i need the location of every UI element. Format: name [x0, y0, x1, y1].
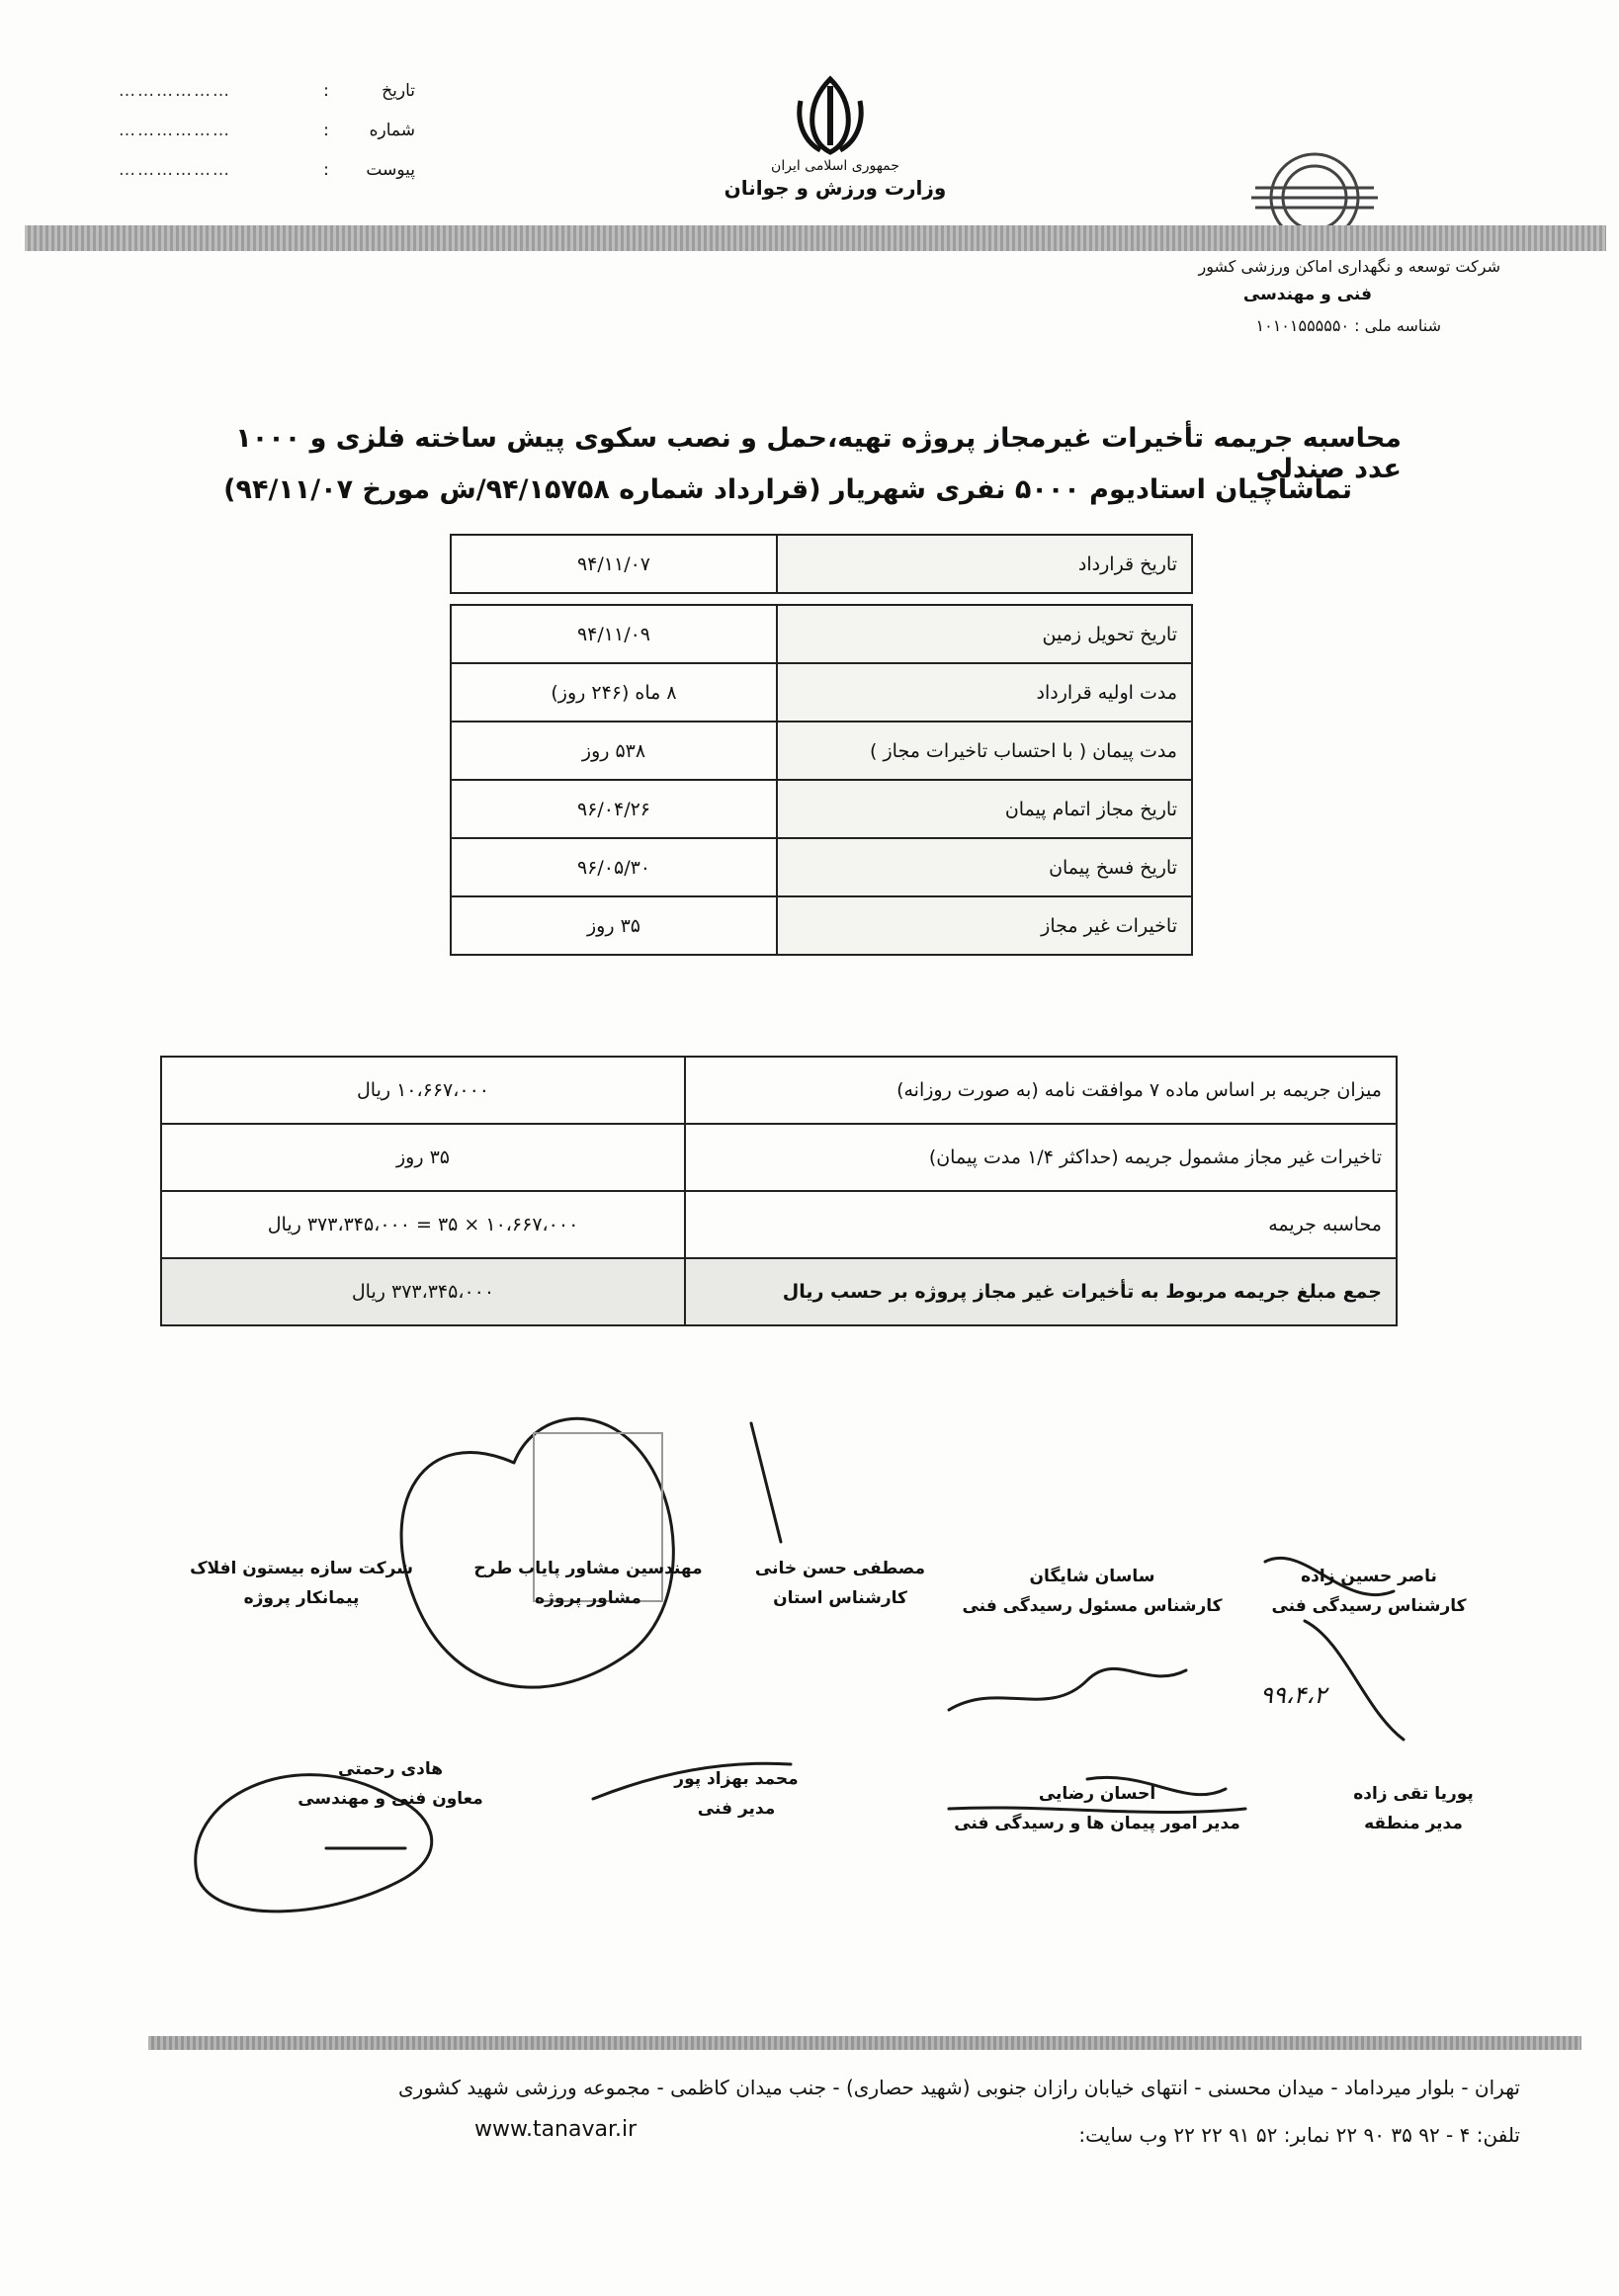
table-row	[161, 1191, 1397, 1258]
signer-role: کارشناس مسئول رسیدگی فنی	[962, 1596, 1223, 1616]
date-label: تاریخ	[382, 81, 415, 101]
table-row	[161, 1057, 1397, 1124]
department-name: فنی و مهندسی	[1242, 285, 1372, 304]
table-row	[451, 605, 1192, 663]
contract-info-table	[450, 534, 1193, 956]
row-value: ۸ ماه (۲۴۶ روز)	[451, 663, 777, 722]
company-name: شرکت توسعه و نگهداری اماکن ورزشی کشور	[1198, 257, 1500, 276]
table-row	[161, 1124, 1397, 1191]
row-label: تاخیرات غیر مجاز مشمول جریمه (حداکثر ۱/۴ مدت پیمان)	[685, 1124, 1397, 1191]
row-label: میزان جریمه بر اساس ماده ۷ موافقت نامه (به صورت روزانه)	[685, 1057, 1397, 1124]
row-value: ۹۴/۱۱/۰۹	[451, 605, 777, 663]
row-label: مدت اولیه قرارداد	[777, 663, 1192, 722]
signer-3	[736, 1554, 944, 1613]
signer-role: مدیر امور پیمان ها و رسیدگی فنی	[954, 1814, 1240, 1833]
row-value: ۹۴/۱۱/۰۷	[451, 535, 777, 593]
table-row	[451, 780, 1192, 838]
signer-name: پوریا تقی زاده	[1353, 1784, 1474, 1804]
signer-role: مشاور پروژه	[535, 1588, 641, 1608]
row-label: جمع مبلغ جریمه مربوط به تأخیرات غیر مجاز پروژه بر حسب ریال	[685, 1258, 1397, 1325]
row-value: ۱۰،۶۶۷،۰۰۰ ریال	[161, 1057, 685, 1124]
penalty-table	[160, 1056, 1398, 1326]
row-value: ۹۶/۰۴/۲۶	[451, 780, 777, 838]
footer-phone: تلفن: ۴ - ۹۲ ۳۵ ۹۰ ۲۲ نمابر: ۵۲ ۹۱ ۲۲ ۲۲ وب سایت:	[1078, 2123, 1520, 2147]
signer-name: محمد بهزاد پور	[674, 1769, 799, 1789]
signer-4	[455, 1554, 722, 1613]
signer-name: شرکت سازه بیستون افلاک	[190, 1559, 413, 1578]
row-label: تاریخ فسخ پیمان	[777, 838, 1192, 896]
row-value: ۳۵ روز	[451, 896, 777, 955]
signer-2	[949, 1562, 1236, 1621]
row-value: ۳۷۳،۳۴۵،۰۰۰ ریال	[161, 1258, 685, 1325]
row-value: ۱۰،۶۶۷،۰۰۰ × ۳۵ = ۳۷۳،۳۴۵،۰۰۰ ریال	[161, 1191, 685, 1258]
signer-7	[939, 1779, 1255, 1838]
signer-role: مدیر منطقه	[1364, 1814, 1463, 1833]
number-field: شماره : ………………	[119, 121, 415, 140]
signer-5	[168, 1554, 435, 1613]
table-row	[451, 838, 1192, 896]
gov-name: جمهوری اسلامی ایران	[771, 158, 899, 174]
handwritten-date: ۹۹،۴،۲	[1260, 1681, 1327, 1709]
table-row	[451, 535, 1192, 593]
row-value: ۳۵ روز	[161, 1124, 685, 1191]
signer-name: ساسان شایگان	[1029, 1567, 1155, 1586]
number-dots: ………………	[119, 121, 231, 140]
national-id: شناسه ملی : ۱۰۱۰۱۵۵۵۵۵۰	[1255, 316, 1441, 335]
signer-role: پیمانکار پروژه	[243, 1588, 360, 1608]
signer-1	[1240, 1562, 1497, 1621]
attachment-field: پیوست : ………………	[119, 160, 415, 180]
date-dots: ………………	[119, 81, 231, 101]
ministry-name: وزارت ورزش و جوانان	[724, 176, 947, 200]
date-field: تاریخ : ………………	[119, 81, 415, 101]
signature-scribbles	[0, 1384, 1619, 1937]
signer-name: ناصر حسین زاده	[1301, 1567, 1437, 1586]
row-value: ۹۶/۰۵/۳۰	[451, 838, 777, 896]
signer-name: هادی رحمتی	[338, 1759, 443, 1779]
signer-role: مدیر فنی	[697, 1799, 776, 1819]
signer-9	[277, 1754, 504, 1814]
row-label: تاریخ تحویل زمین	[777, 605, 1192, 663]
iran-emblem-icon	[791, 71, 870, 160]
signer-name: احسان رضایی	[1038, 1784, 1156, 1804]
signer-role: کارشناس استان	[773, 1588, 907, 1608]
table-row	[451, 663, 1192, 722]
footer-website[interactable]: www.tanavar.ir	[474, 2117, 638, 2142]
footer-divider	[148, 2036, 1581, 2050]
attachment-dots: ………………	[119, 160, 231, 180]
header-divider	[25, 225, 1606, 251]
document-title-line2: تماشاچیان استادیوم ۵۰۰۰ نفری شهریار (قرارداد شماره ۹۴/۱۵۷۵۸/ش مورخ ۹۴/۱۱/۰۷)	[223, 474, 1352, 505]
attachment-label: پیوست	[366, 160, 415, 180]
signer-8	[633, 1764, 840, 1824]
signer-role: معاون فنی و مهندسی	[298, 1789, 483, 1809]
footer-address: تهران - بلوار میرداماد - میدان محسنی - انتهای خیابان رازان جنوبی (شهید حصاری) - جنب میدان کاظمی - مجموعه ورزشی شهید کشوری	[397, 2076, 1520, 2099]
row-value: ۵۳۸ روز	[451, 722, 777, 780]
table-row	[451, 896, 1192, 955]
row-label: مدت پیمان ( با احتساب تاخیرات مجاز )	[777, 722, 1192, 780]
number-label: شماره	[369, 121, 415, 140]
signer-name: مصطفی حسن خانی	[754, 1559, 926, 1578]
signer-name: مهندسین مشاور پایاب طرح	[473, 1559, 703, 1578]
row-label: تاریخ مجاز اتمام پیمان	[777, 780, 1192, 838]
table-row	[451, 722, 1192, 780]
row-label: تاخیرات غیر مجاز	[777, 896, 1192, 955]
table-row	[161, 1258, 1397, 1325]
signer-6	[1324, 1779, 1502, 1838]
document-title-line1: محاسبه جریمه تأخیرات غیرمجاز پروژه تهیه،حمل و نصب سکوی پیش ساخته فلزی و ۱۰۰۰ عدد صندلی	[235, 423, 1402, 484]
row-label: تاریخ قرارداد	[777, 535, 1192, 593]
row-label: محاسبه جریمه	[685, 1191, 1397, 1258]
signer-role: کارشناس رسیدگی فنی	[1271, 1596, 1467, 1616]
